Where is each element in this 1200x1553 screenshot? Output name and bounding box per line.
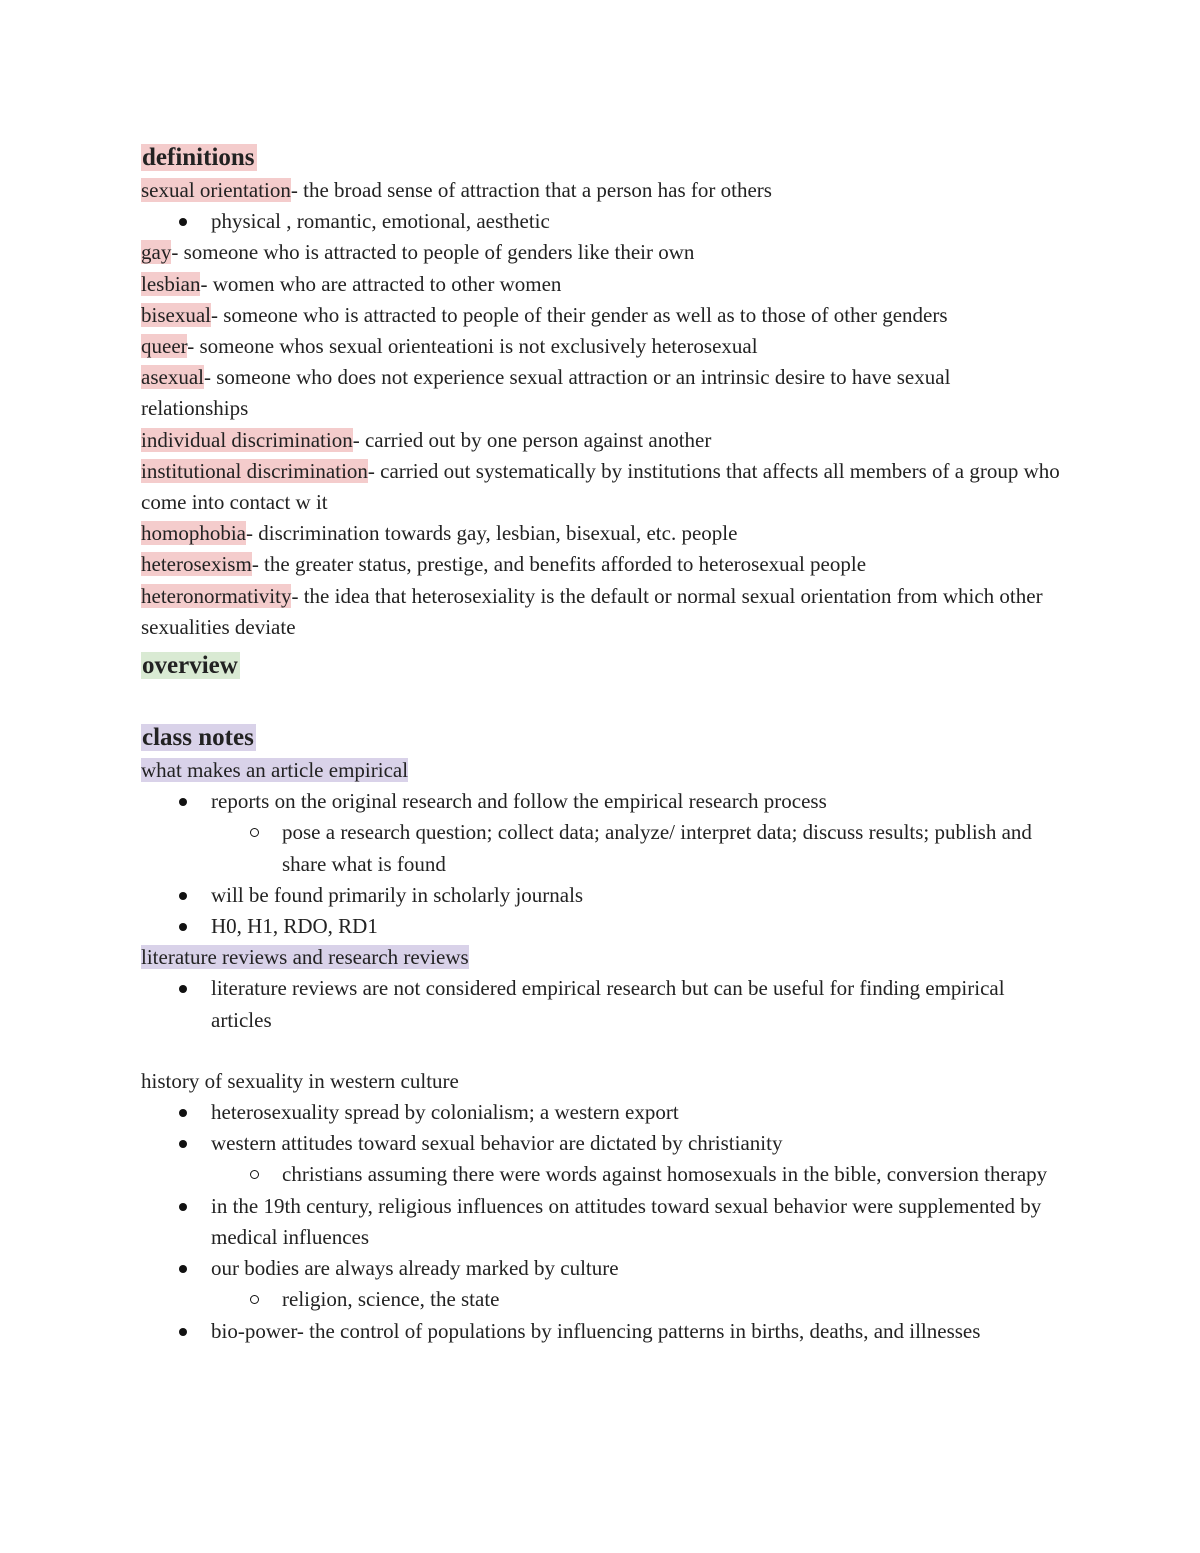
subheading-reviews: literature reviews and research reviews (141, 945, 469, 970)
definition-individual-discrimination (141, 425, 1061, 456)
term: heterosexism (141, 552, 252, 577)
bullet-list (141, 786, 1061, 942)
term: asexual (141, 365, 204, 390)
definition-text: - carried out systematically by institutions that affects all members of a group who come into contact w it (141, 458, 1060, 515)
definition-institutional-discrimination (141, 456, 1061, 518)
document-content (141, 141, 1061, 1347)
definition-text: - the idea that heterosexiality is the default or normal sexual orientation from which other sexualities deviate (141, 583, 1043, 639)
term: institutional discrimination (141, 458, 368, 483)
definition-text: - someone whos sexual orienteationi is not exclusively heterosexual (187, 334, 758, 359)
definition-text: - someone who does not experience sexual attraction or an intrinsic desire to have sexual relationships (141, 365, 951, 421)
list-item: reports on the original research and follow the empirical research process (141, 786, 1061, 817)
definition-text: - carried out by one person against another (352, 427, 712, 452)
list-item: bio-power- the control of populations by influencing patterns in births, deaths, and illnesses (141, 1316, 1061, 1347)
list-item: heterosexuality spread by colonialism; a western export (141, 1097, 1061, 1128)
term: sexual orientation (141, 178, 291, 202)
list-item: christians assuming there were words against homosexuals in the bible, conversion therapy (141, 1159, 1061, 1190)
bullet-list (141, 206, 1061, 237)
definition-homophobia (141, 518, 1061, 549)
list-item: religion, science, the state (141, 1284, 1061, 1315)
term: bisexual (141, 302, 211, 327)
definition-sexual-orientation (141, 175, 1061, 206)
list-item: western attitudes toward sexual behavior are dictated by christianity (141, 1128, 1061, 1159)
definition-heterosexism (141, 549, 1061, 580)
definition-asexual (141, 362, 1061, 424)
term: queer (141, 334, 188, 359)
term: gay (141, 240, 172, 265)
bullet-list (141, 973, 1061, 1035)
list-item: will be found primarily in scholarly journals (141, 880, 1061, 911)
list-item: in the 19th century, religious influences on attitudes toward sexual behavior were supplemented by medical influences (141, 1191, 1061, 1253)
definition-queer (141, 331, 1061, 362)
subheading-history: history of sexuality in western culture (141, 1068, 459, 1093)
definition-gay (141, 237, 1061, 268)
definition-text: - the greater status, prestige, and benefits afforded to heterosexual people (251, 552, 867, 577)
overview-heading: overview (142, 652, 238, 680)
class-notes-heading: class notes (142, 724, 254, 752)
term: homophobia (141, 521, 246, 546)
term: heteronormativity (141, 583, 292, 608)
definition-text: - women who are attracted to other women (200, 271, 562, 296)
list-item: our bodies are always already marked by culture (141, 1253, 1061, 1284)
term: lesbian (141, 271, 201, 296)
list-item: literature reviews are not considered empirical research but can be useful for finding empirical articles (141, 973, 1061, 1035)
bullet-list (141, 1097, 1061, 1347)
list-item: pose a research question; collect data; analyze/ interpret data; discuss results; publish and share what is found (141, 817, 1061, 879)
list-item: physical , romantic, emotional, aesthetic (141, 206, 1061, 237)
definition-text: - the broad sense of attraction that a person has for others (290, 178, 772, 202)
definitions-heading: definitions (142, 144, 255, 171)
definition-text: - someone who is attracted to people of their gender as well as to those of other genders (210, 302, 948, 327)
definition-text: - someone who is attracted to people of genders like their own (171, 240, 695, 265)
definition-heteronormativity (141, 581, 1061, 643)
definition-text: - discrimination towards gay, lesbian, bisexual, etc. people (246, 521, 738, 546)
term: individual discrimination (141, 427, 353, 452)
definition-bisexual (141, 300, 1061, 331)
list-item: H0, H1, RDO, RD1 (141, 911, 1061, 942)
subheading-empirical: what makes an article empirical (141, 758, 409, 783)
definition-lesbian (141, 269, 1061, 300)
